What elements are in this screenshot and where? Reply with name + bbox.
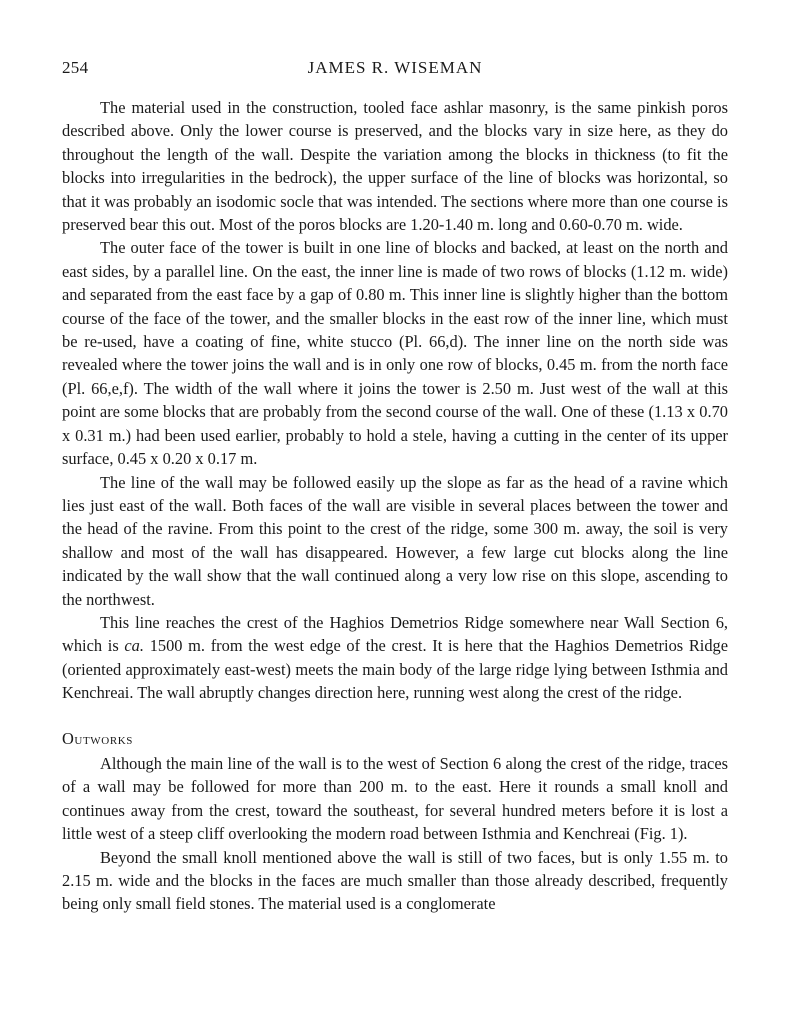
page-number: 254 bbox=[62, 58, 89, 77]
paragraph-tower-outer-face: The outer face of the tower is built in one line of blocks and backed, at least on the north and east sides, by a parallel line. On the east, the inner line is made of two rows of blocks (1.12 m. wide) and separated from the east face by a gap of 0.80 m. This inner line is slightly higher than the bottom course of the face of the tower, and the smaller blocks in the east row of the inner line, which must be re-used, have a coating of fine, white stucco (Pl. 66,d). The inner line on the north side was revealed where the tower joins the wall and is in only one row of blocks, 0.45 m. from the north face (Pl. 66,e,f). The width of the wall where it joins the tower is 2.50 m. Just west of the wall at this point are some blocks that are probably from the second course of the wall. One of these (1.13 x 0.70 x 0.31 m.) had been used earlier, probably to hold a stele, having a cutting in the center of its upper surface, 0.45 x 0.20 x 0.17 m. bbox=[62, 238, 728, 469]
body-text bbox=[62, 96, 728, 916]
paragraph-ridge-crest bbox=[62, 611, 728, 705]
para4-italic-ca: ca. bbox=[124, 636, 144, 656]
para4-text-end: 1500 m. from the west edge of the crest. It is here that the Haghios Demetrios Ridge (oriented approximately east-west) meets the main body of the large ridge lying between Isthmia and Kenchreai. The wall abruptly changes direction here, running west along the crest of the ridge. bbox=[62, 636, 728, 703]
running-head bbox=[62, 58, 728, 84]
paragraph-construction-material: The material used in the construction, tooled face ashlar masonry, is the same pinkish poros described above. Only the lower course is preserved, and the blocks vary in size here, as they do throughout the length of the wall. Despite the variation among the blocks in thickness (to fit the blocks into irregularities in the bedrock), the upper surface of the line of blocks was horizontal, so that it was probably an isodomic socle that was intended. The sections where more than one course is preserved bear this out. Most of the poros blocks are 1.20-1.40 m. long and 0.60-0.70 m. wide. bbox=[62, 98, 728, 235]
paragraph-outworks-knoll: Beyond the small knoll mentioned above the wall is still of two faces, but is only 1.55 m. to 2.15 m. wide and the blocks in the faces are much smaller than those already described, frequently being only small field stones. The material used is a conglomerate bbox=[62, 847, 728, 914]
page bbox=[62, 58, 728, 916]
para4-text-start: This line reaches the crest of the Haghios Demetrios Ridge somewhere near Wall Section 6, which is bbox=[62, 612, 728, 656]
paragraph-outworks-traces: Although the main line of the wall is to the west of Section 6 along the crest of the ridge, traces of a wall may be followed for more than 200 m. to the east. Here it rounds a small knoll and continues away from the crest, toward the southeast, for several hundred meters before it is lost a little west of a steep cliff overlooking the modern road between Isthmia and Kenchreai (Fig. 1). bbox=[62, 753, 728, 844]
paragraph-wall-line-slope: The line of the wall may be followed easily up the slope as far as the head of a ravine which lies just east of the wall. Both faces of the wall are visible in several places between the tower and the head of the ravine. From this point to the crest of the ridge, some 300 m. away, the soil is very shallow and most of the wall has disappeared. However, a few large cut blocks along the line indicated by the wall show that the wall continued along a very low rise on this slope, ascending to the northwest. bbox=[62, 472, 728, 609]
section-heading-outworks: Outworks bbox=[62, 728, 134, 748]
running-title-author: JAMES R. WISEMAN bbox=[307, 58, 483, 77]
